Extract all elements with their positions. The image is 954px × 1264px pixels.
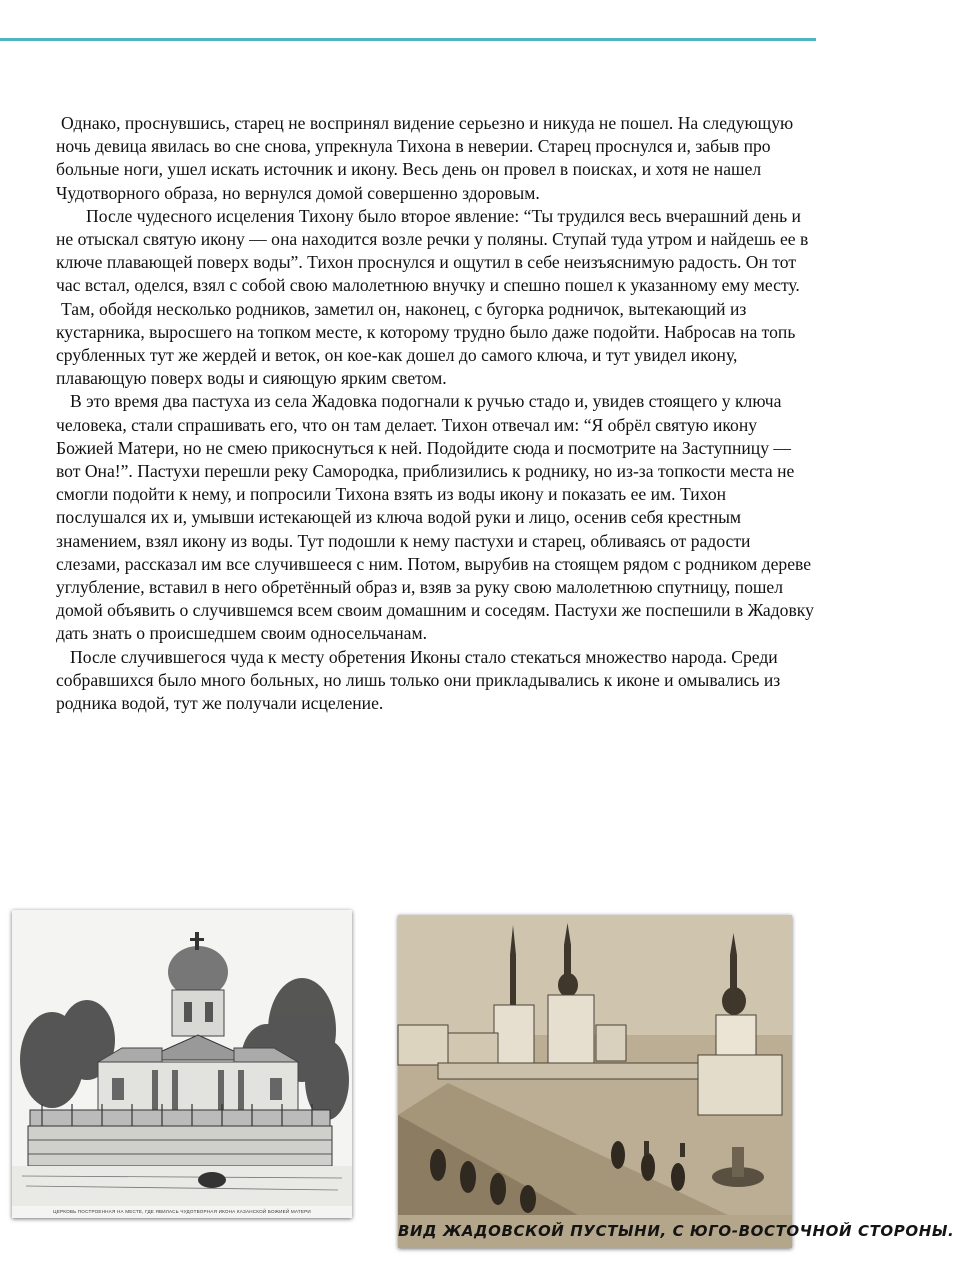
paragraph-3: Там, обойдя несколько родников, заметил он, наконец, с бугорка родничок, вытекающий из кустарника, выросшего на топком месте, к которому трудно было даже подойти. Набросав на топь срубленных тут же жердей и веток, он кое-как дошел до самого ключа, и тут увидел икону, плавающую поверх воды и сияющую ярким светом. [56, 298, 796, 389]
paragraph-5: После случившегося чуда к месту обретения Иконы стало стекаться множество народа. Среди собравшихся было много больных, но лишь только они прикладывались к иконе и омывались из родника водой, тут же получали исцеление. [56, 646, 781, 714]
article-text [56, 112, 816, 715]
chapel-engraving-image [12, 910, 352, 1218]
chapel-engraving-drawing [12, 910, 352, 1218]
paragraph-4: В это время два пастуха из села Жадовка подогнали к ручью стадо и, увидев стоящего у ключа человека, стали спрашивать его, что он там делает. Тихон отвечал им: “Я обрёл святую икону Божией Матери, но не смею прикоснуться к ней. Подойдите сюда и посмотрите на Заступницу — вот Она!”. Пастухи перешли реку Самородка, приблизились к роднику, но из-за топкости места не смогли подойти к нему, и попросили Тихона взять из воды икону и показать ее им. Тихон послушался их и, умывши истекающей из ключа водой руки и лицо, осенив себя крестным знамением, взял икону из воды. Тут подошли к нему пастухи и старец, обливаясь от радости слезами, рассказал им все случившееся с ним. Потом, вырубив на стоящем рядом с родником дереве углубление, вставил в него обретённый образ и, взяв за руку свою малолетнюю спутницу, пошел домой объявить о случившемся всем своим домашним и соседям. Пастухи же поспешили в Жадовку дать знать о происшедшем своим односельчанам. [56, 391, 814, 644]
monastery-view-drawing [398, 915, 954, 1248]
paragraph-1: Однако, проснувшись, старец не воспринял видение серьезно и никуда не пошел. На следующую ночь девица явилась во сне снова, упрекнула Тихона в неверии. Старец проснулся и, забыв про больные ноги, ушел искать источник и икону. Весь день он провел в поисках, и хотя не нашел Чудотворного образа, но вернулся домой совершенно здоровым. [56, 113, 794, 203]
monastery-caption: ВИД ЖАДОВСКОЙ ПУСТЫНИ, С ЮГО-ВОСТОЧНОЙ СТОРОНЫ. [398, 1222, 954, 1240]
monastery-view-image [398, 915, 954, 1248]
paragraph-2: После чудесного исцеления Тихону было второе явление: “Ты трудился весь вчерашний день и не отыскал святую икону — она находится возле речки у поляны. Ступай туда утром и найдешь ее в ключе плавающей поверх воды”. Тихон проснулся и ощутил в себе неизъяснимую радость. Он тот час встал, оделся, взял с собой свою малолетнюю внучку и спешно пошел к указанному ему месту. [56, 205, 809, 296]
header-rule [0, 38, 816, 41]
chapel-caption: ЦЕРКОВЬ ПОСТРОЕННАЯ НА МЕСТЕ, ГДЕ ЯВИЛАСЬ ЧУДОТВОРНАЯ ИКОНА КАЗАНСКОЙ БОЖИЕЙ МАТЕРИ [53, 1209, 311, 1214]
